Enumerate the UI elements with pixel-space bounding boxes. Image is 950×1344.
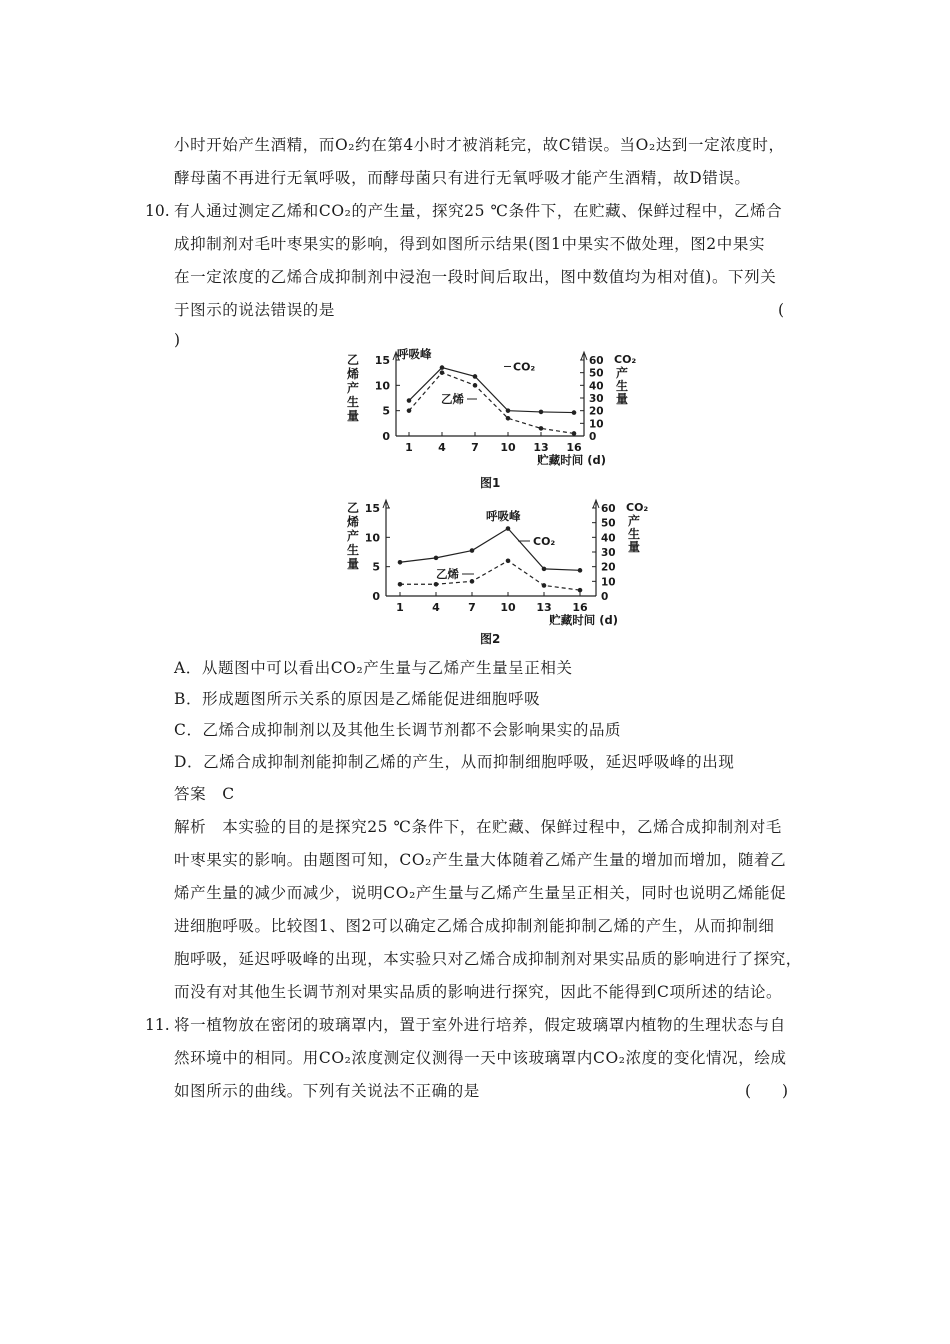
left-axis-title-char: 乙 [346, 353, 360, 367]
co2-data-point [506, 526, 511, 531]
ethylene-data-point [542, 583, 547, 588]
q10-answer-paren-open: ( [778, 301, 785, 319]
right-axis-title-char: 产 [615, 366, 629, 380]
right-tick-label: 40 [601, 532, 616, 545]
co2-data-point [473, 374, 478, 379]
ethylene-data-point [506, 559, 511, 564]
q11-answer-paren: ( ) [745, 1082, 789, 1100]
left-tick-label: 5 [372, 560, 380, 574]
q10-stem-line-3: 在一定浓度的乙烯合成抑制剂中浸泡一段时间后取出，图中数值均为相对值)。下列关 [174, 268, 777, 286]
q10-option-a: A．从题图中可以看出CO₂产生量与乙烯产生量呈正相关 [174, 659, 573, 677]
question-10-number: 10. [145, 202, 170, 220]
ethylene-series-line [400, 561, 580, 590]
right-axis-title-char: 生 [615, 379, 629, 393]
x-tick-label: 7 [468, 601, 476, 614]
ethylene-series-label: 乙烯 [436, 567, 459, 581]
right-axis-title-head: CO₂ [626, 501, 649, 514]
ethylene-data-point [539, 426, 544, 431]
q11-stem-line-3: 如图所示的曲线。下列有关说法不正确的是 [174, 1082, 480, 1100]
x-axis-title: 贮藏时间 (d) [537, 453, 606, 467]
q10-analysis-line-5: 胞呼吸，延迟呼吸峰的出现，本实验只对乙烯合成抑制剂对果实品质的影响进行了探究， [174, 950, 802, 968]
figure-1-caption: 图1 [480, 476, 501, 490]
q10-stem-line-2: 成抑制剂对毛叶枣果实的影响，得到如图所示结果(图1中果实不做处理，图2中果实 [174, 235, 766, 253]
right-tick-label: 50 [601, 517, 616, 530]
co2-data-point [542, 567, 547, 572]
q10-option-d: D．乙烯合成抑制剂能抑制乙烯的产生，从而抑制细胞呼吸，延迟呼吸峰的出现 [174, 753, 735, 771]
left-axis-title-char: 烯 [346, 515, 360, 529]
q10-answer-paren-close: ) [174, 331, 181, 349]
x-tick-label: 10 [500, 441, 516, 454]
right-axis-title-head: CO₂ [614, 353, 637, 366]
x-tick-label: 1 [405, 441, 413, 454]
left-tick-label: 0 [372, 590, 380, 603]
co2-series-label: CO₂ [533, 535, 556, 548]
ethylene-series-label: 乙烯 [441, 392, 464, 406]
left-axis-title-char: 烯 [346, 367, 360, 381]
x-tick-label: 16 [566, 441, 582, 454]
q11-stem-line-1: 将一植物放在密闭的玻璃罩内，置于室外进行培养，假定玻璃罩内植物的生理状态与自 [174, 1016, 786, 1034]
x-tick-label: 1 [396, 601, 404, 614]
ethylene-series-line [409, 373, 574, 434]
right-tick-label: 30 [589, 393, 604, 405]
co2-data-point [398, 560, 403, 565]
q10-answer: 答案 C [174, 785, 235, 803]
left-axis-title-char: 产 [346, 381, 360, 395]
ethylene-data-point [440, 370, 445, 375]
intro-line-2: 酵母菌不再进行无氧呼吸，而酵母菌只有进行无氧呼吸才能产生酒精，故D错误。 [174, 169, 751, 187]
co2-data-point [470, 548, 475, 553]
left-axis-title-char: 产 [346, 529, 360, 543]
co2-data-point [434, 556, 439, 561]
ethylene-data-point [434, 582, 439, 587]
ethylene-data-point [506, 416, 511, 421]
co2-data-point [578, 568, 583, 573]
right-tick-label: 50 [589, 367, 604, 380]
right-tick-label: 10 [601, 576, 616, 589]
question-11-number: 11. [145, 1016, 170, 1034]
x-tick-label: 13 [536, 601, 552, 614]
right-tick-label: 0 [601, 591, 609, 603]
right-tick-label: 40 [589, 380, 604, 393]
q10-stem-line-4: 于图示的说法错误的是 [174, 301, 336, 319]
x-tick-label: 16 [572, 601, 588, 614]
left-axis-title-char: 乙 [346, 501, 360, 515]
co2-data-point [572, 410, 577, 415]
figure-1-chart [340, 348, 650, 473]
left-axis-title-char: 生 [346, 543, 360, 557]
respiration-peak-label: 呼吸峰 [486, 509, 521, 523]
right-axis-title-char: 产 [627, 514, 641, 528]
right-tick-label: 60 [589, 355, 604, 367]
ethylene-data-point [470, 579, 475, 584]
co2-series-line [409, 368, 574, 413]
q10-analysis-line-1: 解析 本实验的目的是探究25 ℃条件下，在贮藏、保鲜过程中，乙烯合成抑制剂对毛 [174, 818, 782, 836]
left-tick-label: 5 [382, 404, 390, 418]
right-axis-title-char: 生 [627, 527, 641, 541]
ethylene-data-point [407, 408, 412, 413]
co2-data-point [506, 408, 511, 413]
ethylene-data-point [572, 431, 577, 436]
left-tick-label: 10 [374, 379, 390, 393]
q10-option-b: B．形成题图所示关系的原因是乙烯能促进细胞呼吸 [174, 690, 541, 708]
x-tick-label: 10 [500, 601, 516, 614]
co2-data-point [440, 365, 445, 370]
q10-analysis-line-2: 叶枣果实的影响。由题图可知，CO₂产生量大体随着乙烯产生量的增加而增加，随着乙 [174, 851, 787, 869]
right-axis-title-char: 量 [627, 540, 641, 554]
right-tick-label: 30 [601, 547, 616, 559]
right-axis-title-char: 量 [615, 392, 629, 406]
right-tick-label: 60 [601, 503, 616, 515]
x-tick-label: 4 [432, 601, 440, 614]
left-axis-title-char: 量 [346, 557, 360, 571]
ethylene-data-point [398, 582, 403, 587]
co2-data-point [407, 398, 412, 403]
q10-option-c: C．乙烯合成抑制剂以及其他生长调节剂都不会影响果实的品质 [174, 721, 622, 739]
q10-stem-line-1: 有人通过测定乙烯和CO₂的产生量，探究25 ℃条件下，在贮藏、保鲜过程中，乙烯合 [174, 202, 783, 220]
left-axis-title-char: 生 [346, 395, 360, 409]
q11-stem-line-2: 然环境中的相同。用CO₂浓度测定仪测得一天中该玻璃罩内CO₂浓度的变化情况，绘成 [174, 1049, 787, 1067]
figure-2-caption: 图2 [480, 632, 501, 646]
right-tick-label: 10 [589, 418, 604, 431]
left-tick-label: 15 [364, 502, 380, 515]
left-tick-label: 0 [382, 430, 390, 443]
intro-line-1: 小时开始产生酒精，而O₂约在第4小时才被消耗完，故C错误。当O₂达到一定浓度时， [174, 136, 785, 154]
q10-analysis-line-4: 进细胞呼吸。比较图1、图2可以确定乙烯合成抑制剂能抑制乙烯的产生，从而抑制细 [174, 917, 775, 935]
q10-analysis-line-3: 烯产生量的减少而减少，说明CO₂产生量与乙烯产生量呈正相关，同时也说明乙烯能促 [174, 884, 787, 902]
co2-series-label: CO₂ [513, 360, 536, 374]
x-axis-title: 贮藏时间 (d) [549, 613, 618, 627]
figure-2-chart [340, 496, 650, 631]
q10-analysis-line-6: 而没有对其他生长调节剂对果实品质的影响进行探究，因此不能得到C项所述的结论。 [174, 983, 783, 1001]
x-tick-label: 7 [471, 441, 479, 454]
left-tick-label: 10 [364, 531, 380, 545]
respiration-peak-label: 呼吸峰 [397, 348, 432, 361]
figure-1-svg [340, 348, 650, 473]
ethylene-data-point [578, 588, 583, 593]
co2-data-point [539, 410, 544, 415]
right-tick-label: 20 [601, 561, 616, 574]
figure-2-svg [340, 496, 650, 631]
ethylene-data-point [473, 383, 478, 388]
left-tick-label: 15 [374, 354, 390, 367]
right-tick-label: 20 [589, 405, 604, 418]
left-axis-title-char: 量 [346, 409, 360, 423]
x-tick-label: 4 [438, 441, 446, 454]
right-tick-label: 0 [589, 431, 597, 443]
x-tick-label: 13 [533, 441, 549, 454]
